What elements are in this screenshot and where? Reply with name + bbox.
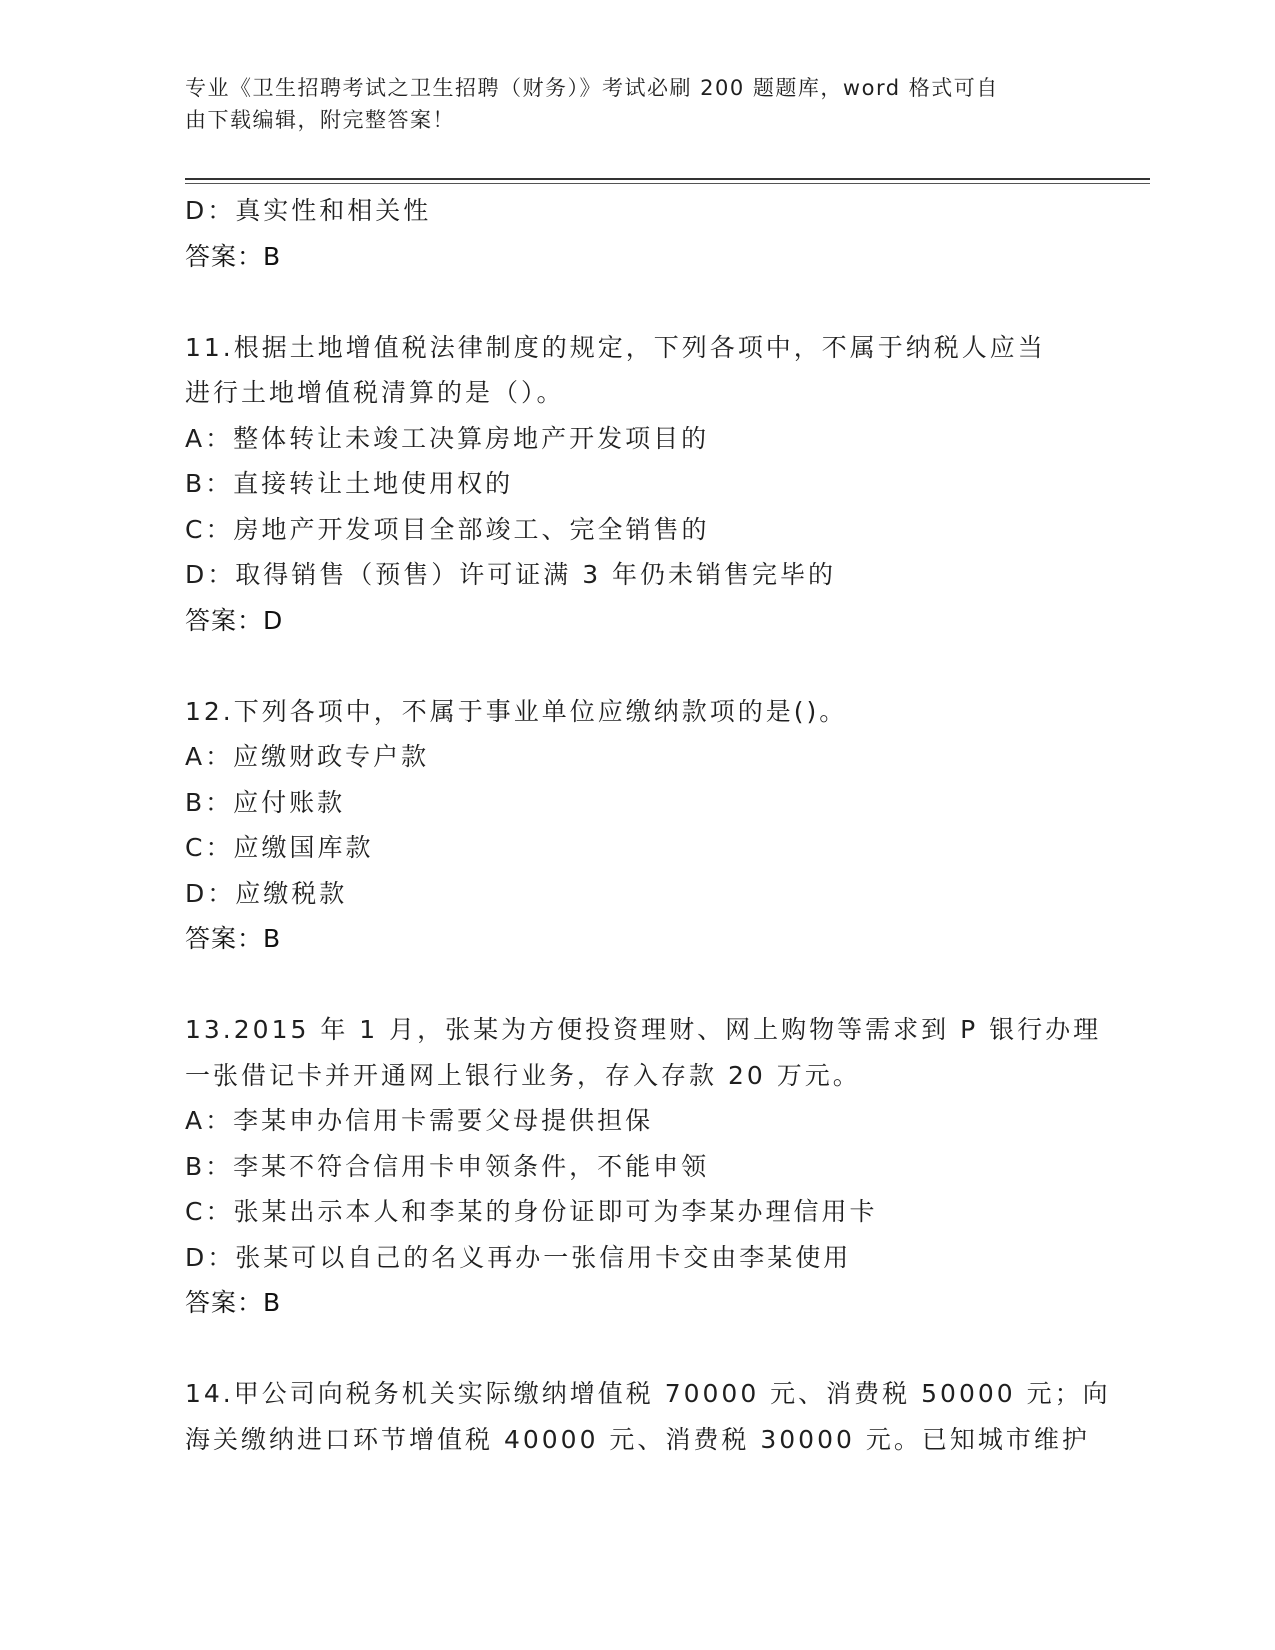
spacer <box>185 643 1085 689</box>
answer-line: 答案：B <box>185 241 282 271</box>
option-c: C：张某出示本人和李某的身份证即可为李某办理信用卡 <box>185 1197 878 1226</box>
header-divider-thin <box>185 183 1150 184</box>
option-d: D：真实性和相关性 <box>185 196 432 225</box>
spacer <box>185 279 1085 325</box>
answer-line: 答案：B <box>185 924 282 953</box>
option-c: C：应缴国库款 <box>185 833 374 862</box>
question-stem-line-2: 进行土地增值税清算的是（）。 <box>185 378 565 407</box>
spacer <box>185 962 1085 1008</box>
option-b: B：直接转让土地使用权的 <box>185 469 514 498</box>
option-b: B：应付账款 <box>185 787 346 817</box>
question-13 <box>185 1007 1102 1326</box>
question-stem-line-1: 14.甲公司向税务机关实际缴纳增值税 70000 元、消费税 50000 元；向 <box>185 1379 1111 1408</box>
option-a: A：整体转让未竣工决算房地产开发项目的 <box>185 423 710 453</box>
answer-line: 答案：D <box>185 605 284 635</box>
question-14 <box>185 1371 1111 1462</box>
option-d: D：应缴税款 <box>185 878 348 908</box>
header-divider-thick <box>185 178 1150 180</box>
question-stem-line-1: 13.2015 年 1 月，张某为方便投资理财、网上购物等需求到 P 银行办理 <box>185 1015 1102 1044</box>
spacer <box>185 1326 1085 1372</box>
question-stem-line-2: 海关缴纳进口环节增值税 40000 元、消费税 30000 元。已知城市维护 <box>185 1424 1090 1454</box>
question-10-continued <box>185 188 1085 279</box>
option-a: A：应缴财政专户款 <box>185 742 430 771</box>
question-11 <box>185 325 1085 644</box>
question-stem-line-1: 11.根据土地增值税法律制度的规定，下列各项中，不属于纳税人应当 <box>185 332 1046 362</box>
question-12 <box>185 689 1085 962</box>
option-a: A：李某申办信用卡需要父母提供担保 <box>185 1106 654 1135</box>
header-line-2: 由下载编辑，附完整答案！ <box>185 108 455 132</box>
question-stem-line-1: 12.下列各项中，不属于事业单位应缴纳款项的是()。 <box>185 696 848 726</box>
answer-line: 答案：B <box>185 1288 282 1317</box>
option-d: D：张某可以自己的名义再办一张信用卡交由李某使用 <box>185 1242 852 1272</box>
document-header <box>185 72 1075 136</box>
option-c: C：房地产开发项目全部竣工、完全销售的 <box>185 514 710 544</box>
document-body <box>185 188 1111 1462</box>
option-d: D：取得销售（预售）许可证满 3 年仍未销售完毕的 <box>185 560 837 589</box>
question-stem-line-2: 一张借记卡并开通网上银行业务，存入存款 20 万元。 <box>185 1060 861 1090</box>
header-line-1: 专业《卫生招聘考试之卫生招聘（财务）》考试必刷 200 题题库，word 格式可自 <box>185 76 999 100</box>
option-b: B：李某不符合信用卡申领条件，不能申领 <box>185 1151 710 1181</box>
